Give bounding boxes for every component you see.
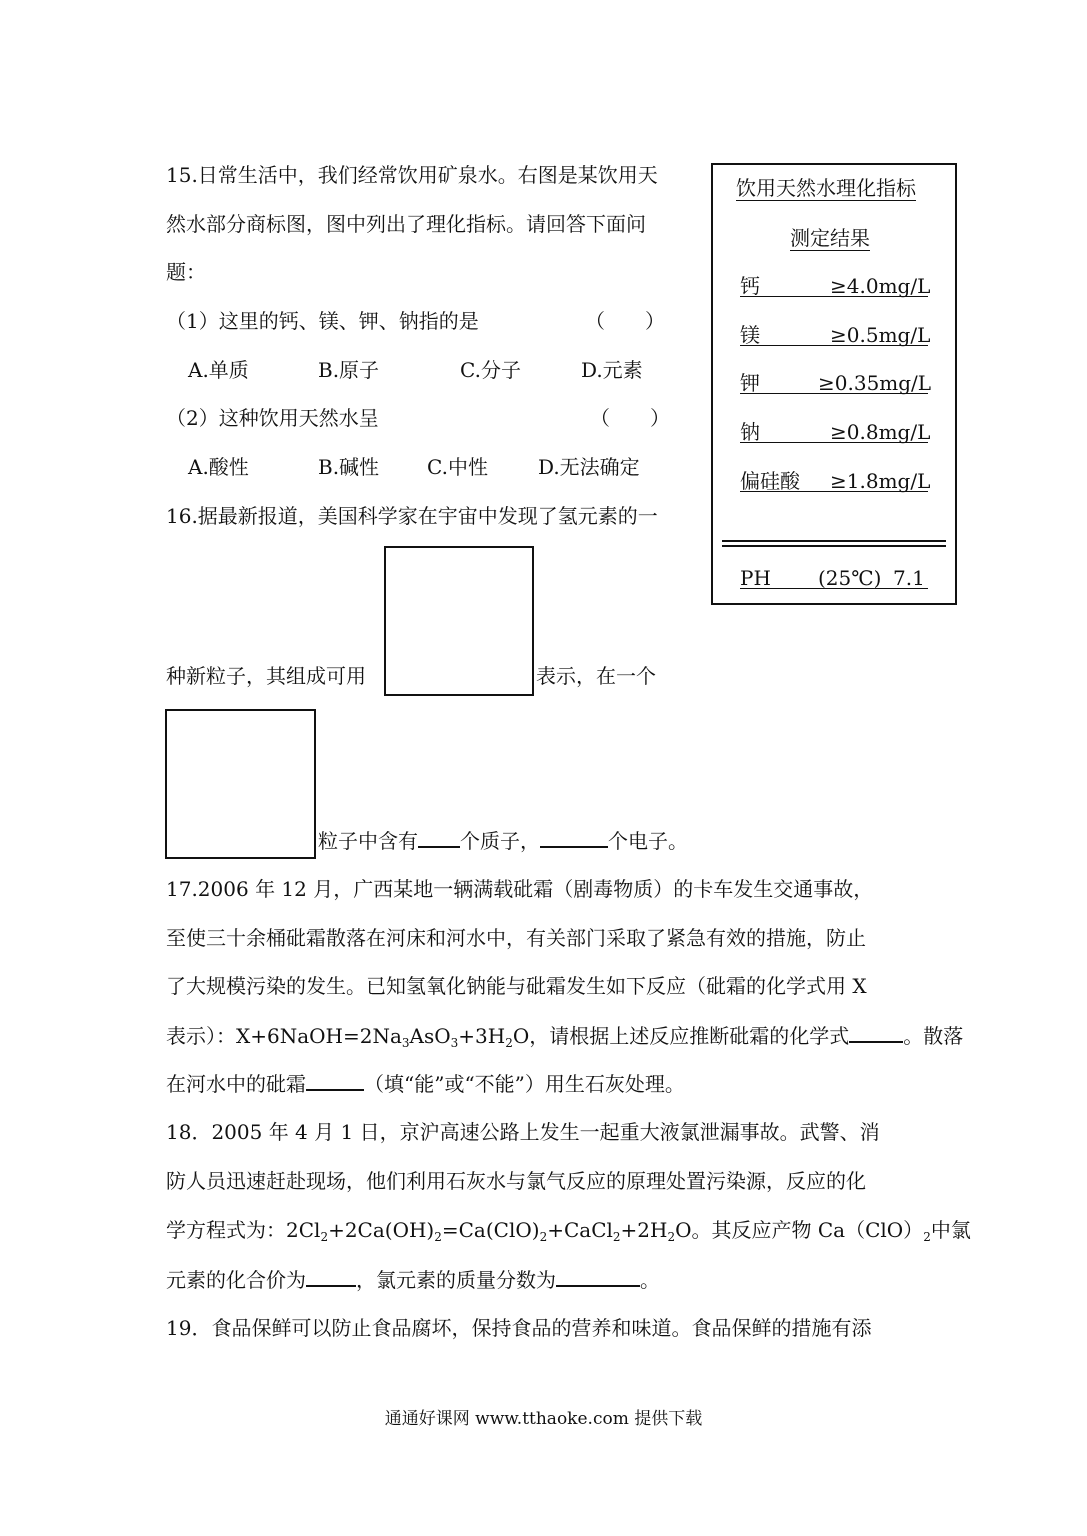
particle-symbol-image-placeholder: [165, 709, 316, 859]
q15-sub2-question: （2）这种饮用天然水呈: [166, 406, 379, 430]
q18-line-1: 18．2005 年 4 月 1 日，京沪高速公路上发生一起重大液氯泄漏事故。武警、消: [166, 1120, 880, 1144]
q15-sub2-answer-paren: （ ）: [590, 406, 670, 430]
q15-sub1-option-a: A.单质: [188, 358, 249, 382]
electron-count-blank[interactable]: [540, 828, 608, 848]
label-row-underline: [740, 442, 928, 443]
particle-formula-image-placeholder: [384, 546, 534, 696]
label-ph-name: PH: [740, 566, 771, 590]
q15-line-3: 题：: [166, 260, 206, 284]
label-row-potassium-name: 钾: [740, 371, 760, 395]
q15-sub1-question: （1）这里的钙、镁、钾、钠指的是: [166, 309, 479, 333]
label-ph-condition: (25℃): [818, 566, 882, 590]
q16-line-3: 粒子中含有 个质子， 个电子。: [318, 829, 688, 853]
chlorine-mass-fraction-blank[interactable]: [556, 1267, 640, 1287]
q19-line-1: 19．食品保鲜可以防止食品腐坏，保持食品的营养和味道。食品保鲜的措施有添: [166, 1316, 872, 1340]
q15-line-1: 15.日常生活中，我们经常饮用矿泉水。右图是某饮用天: [166, 163, 658, 187]
label-row-underline: [740, 345, 928, 346]
q18-line-2: 防人员迅速赶赴现场，他们利用石灰水与氯气反应的原理处置污染源，反应的化: [166, 1169, 866, 1193]
q15-sub1-option-b: B.原子: [318, 358, 380, 382]
label-row-sodium-name: 钠: [740, 420, 760, 444]
q17-line-3: 了大规模污染的发生。已知氢氧化钠能与砒霜发生如下反应（砒霜的化学式用 X: [166, 974, 867, 998]
quicklime-answer-blank[interactable]: [306, 1071, 364, 1091]
arsenic-formula-blank[interactable]: [849, 1023, 903, 1043]
q16-line-2a: 种新粒子，其组成可用: [166, 664, 366, 688]
q15-sub2-option-d: D.无法确定: [538, 455, 640, 479]
label-row-calcium-value: ≥4.0mg/L: [830, 274, 931, 298]
q17-line-1: 17.2006 年 12 月，广西某地一辆满载砒霜（剧毒物质）的卡车发生交通事故，: [166, 877, 874, 901]
label-row-underline: [740, 588, 928, 589]
label-row-magnesium-name: 镁: [740, 323, 760, 347]
proton-count-blank[interactable]: [418, 828, 460, 848]
label-row-underline: [740, 393, 928, 394]
q15-sub1-option-c: C.分子: [460, 358, 521, 382]
q16-line-1: 16.据最新报道，美国科学家在宇宙中发现了氢元素的一: [166, 504, 658, 528]
label-row-magnesium-value: ≥0.5mg/L: [830, 323, 931, 347]
q16-line-2b: 表示，在一个: [536, 664, 656, 688]
q15-line-2: 然水部分商标图，图中列出了理化指标。请回答下面问: [166, 212, 646, 236]
label-subtitle: 测定结果: [790, 226, 870, 250]
label-ph-value: 7.1: [893, 566, 925, 590]
label-row-calcium-name: 钙: [740, 274, 760, 298]
q17-line-2: 至使三十余桶砒霜散落在河床和河水中，有关部门采取了紧急有效的措施，防止: [166, 926, 866, 950]
q15-sub2-option-c: C.中性: [427, 455, 488, 479]
label-title: 饮用天然水理化指标: [736, 176, 916, 200]
q15-sub2-option-a: A.酸性: [188, 455, 249, 479]
q18-line-4: 元素的化合价为 ，氯元素的质量分数为 。: [166, 1268, 660, 1292]
q18-line-3: 学方程式为：$2Cl_2+2Ca(OH)_2=Ca(ClO)_2+CaCl_2+2H_2O$。其反应产物 $Ca(ClO)_2$中氯: [166, 1218, 971, 1244]
q15-sub1-answer-paren: （ ）: [585, 309, 665, 333]
page-footer: 通通好课网 www.tthaoke.com 提供下载: [384, 1409, 703, 1429]
q17-line-4: 表示）：$X+6NaOH=2Na_3AsO_3+3H_2O$，请根据上述反应推断砒霜的化学式 。散落: [166, 1024, 964, 1050]
chlorine-valence-blank[interactable]: [306, 1267, 356, 1287]
label-row-metasilicic-name: 偏硅酸: [740, 469, 800, 493]
label-double-divider: [722, 540, 946, 547]
q15-sub1-option-d: D.元素: [581, 358, 643, 382]
label-row-underline: [740, 491, 928, 492]
label-row-sodium-value: ≥0.8mg/L: [830, 420, 931, 444]
q17-line-5: 在河水中的砒霜 （填“能”或“不能”）用生石灰处理。: [166, 1072, 685, 1096]
label-row-potassium-value: ≥0.35mg/L: [818, 371, 932, 395]
label-row-underline: [740, 296, 928, 297]
q15-sub2-option-b: B.碱性: [318, 455, 380, 479]
label-row-metasilicic-value: ≥1.8mg/L: [830, 469, 931, 493]
